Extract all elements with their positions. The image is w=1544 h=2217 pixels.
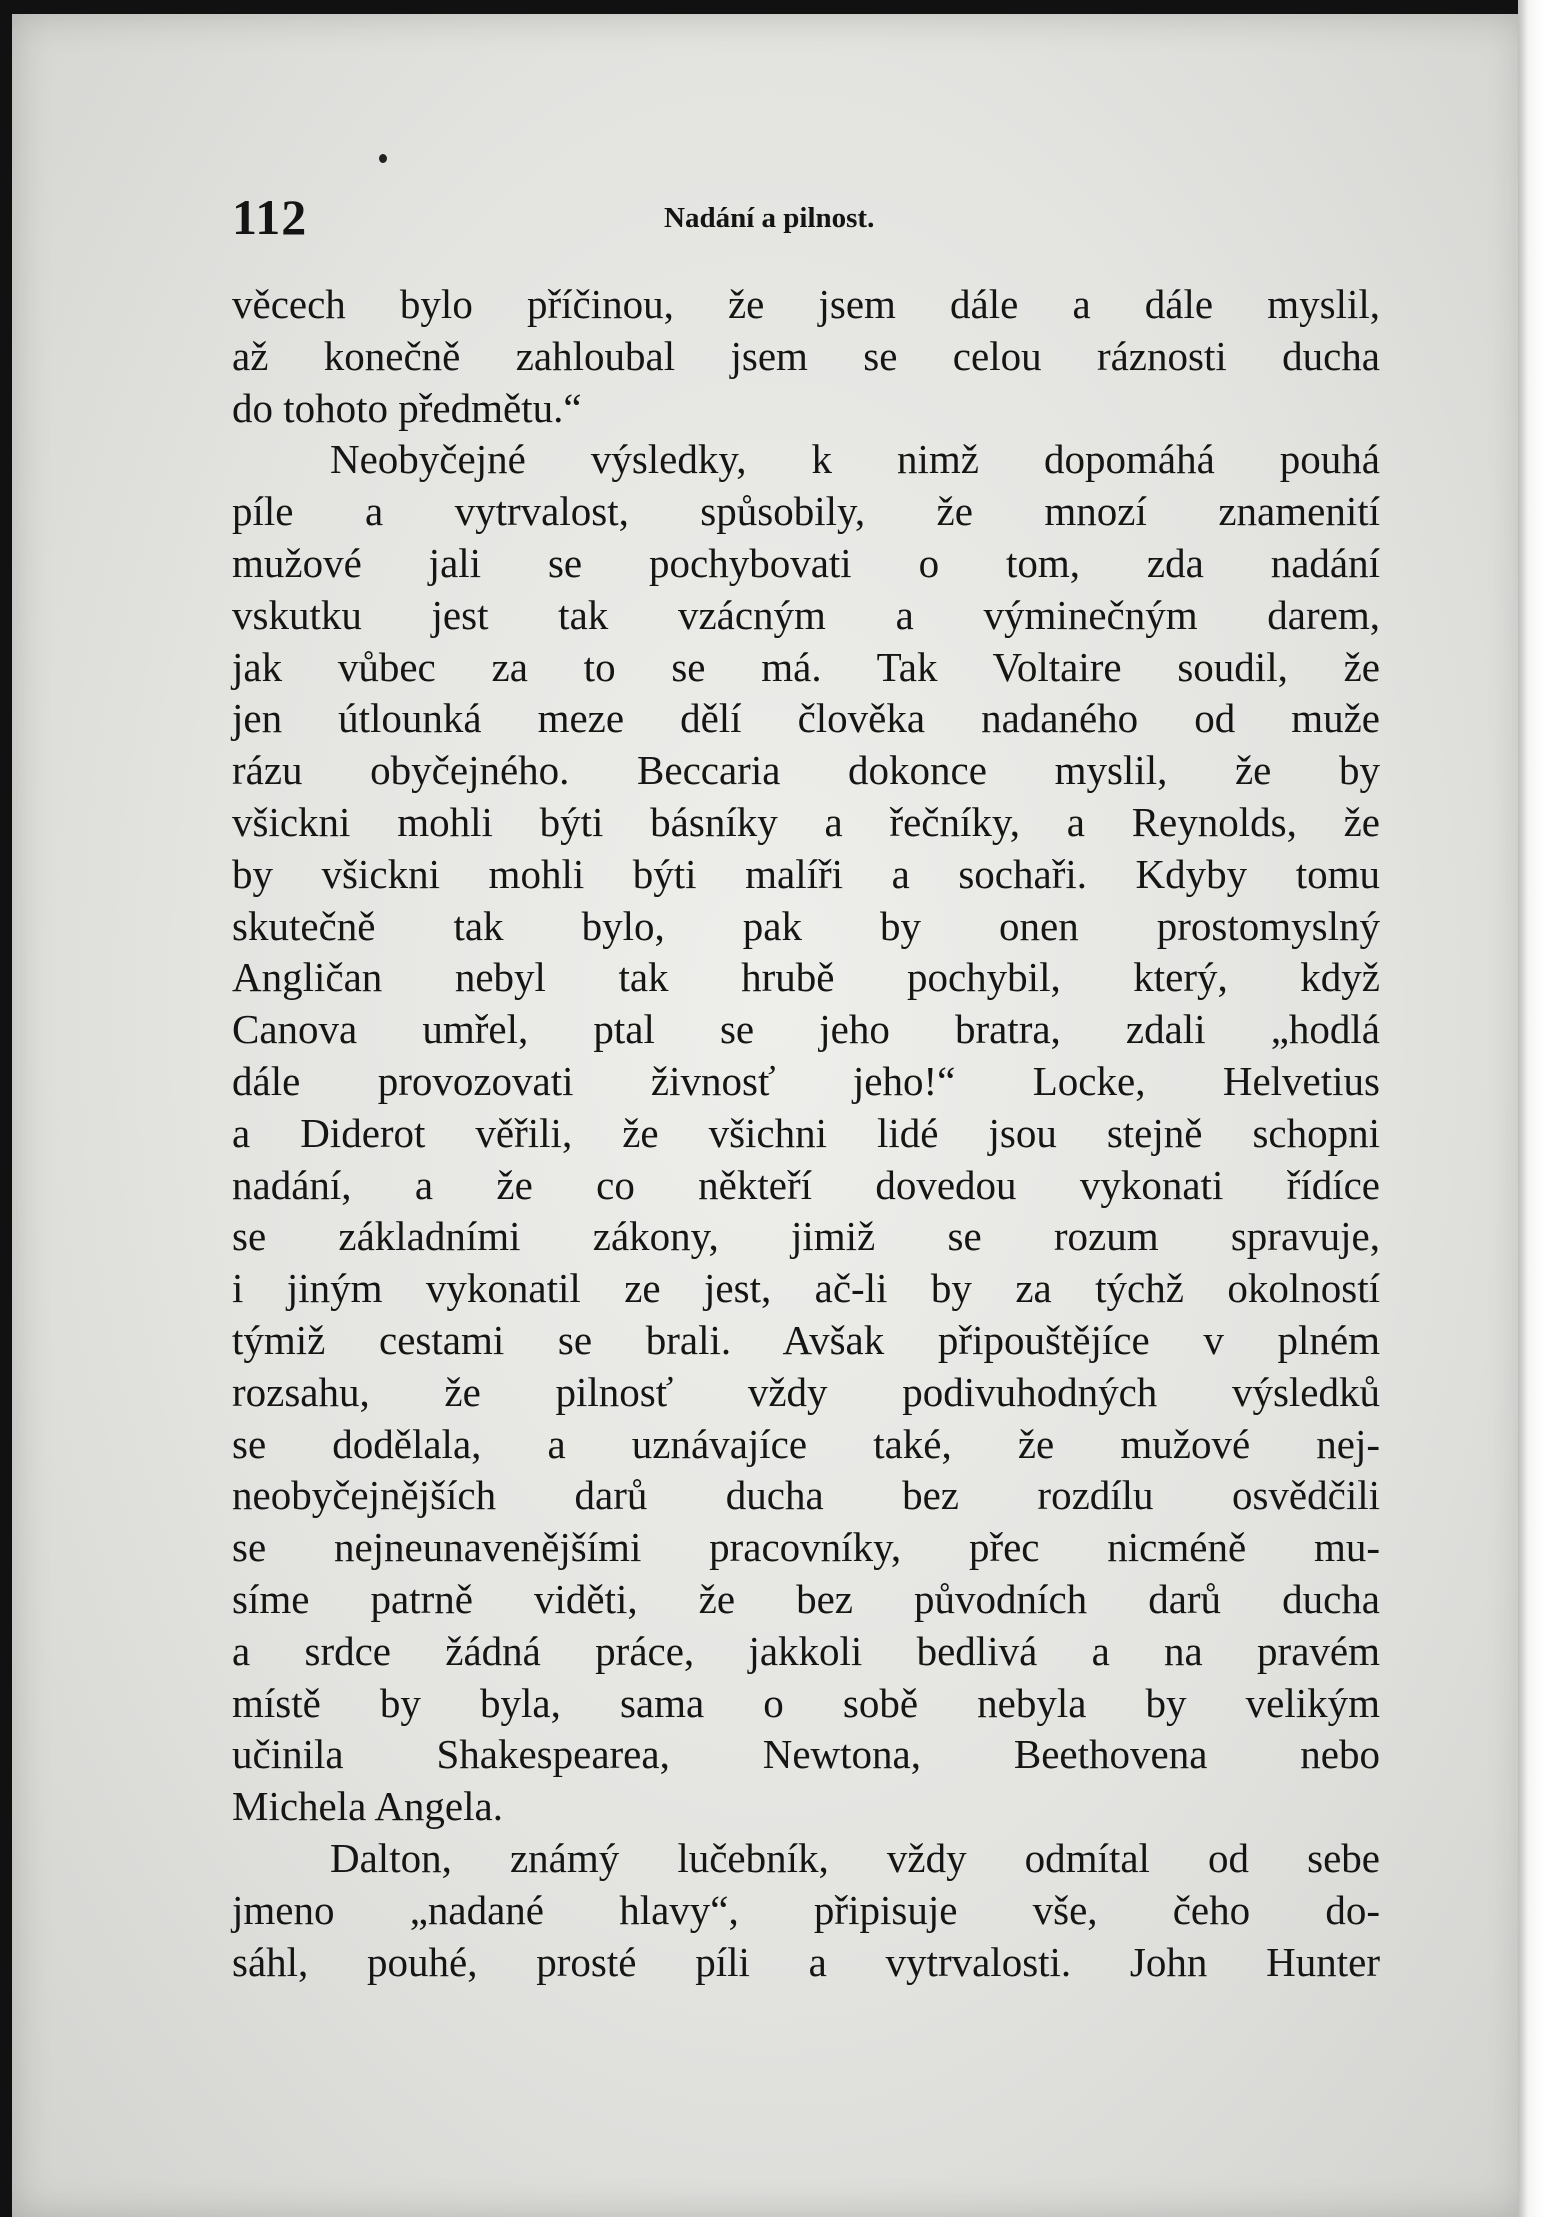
- text-line: se dodělala, a uznávajíce také, že mužové nej-: [232, 1420, 1380, 1467]
- text-line: skutečně tak bylo, pak by onen prostomyslný: [232, 902, 1380, 949]
- text-line: píle a vytrvalost, spůsobily, že mnozí znamenití: [232, 488, 1380, 535]
- ink-speck: [379, 154, 387, 163]
- page-header: [232, 188, 1382, 248]
- text-line: dále provozovati živnosť jeho!“ Locke, Helvetius: [232, 1057, 1380, 1104]
- text-line: a Diderot věřili, že všichni lidé jsou stejně schopni: [232, 1109, 1380, 1156]
- text-line: a srdce žádná práce, jakkoli bedlivá a na pravém: [232, 1627, 1380, 1674]
- running-title: Nadání a pilnost.: [664, 202, 875, 234]
- text-line: se nejneunavenějšími pracovníky, přec nicméně mu-: [232, 1524, 1380, 1571]
- text-line: Dalton, známý lučebník, vždy odmítal od sebe: [330, 1834, 1380, 1881]
- text-line: jen útlounká meze dělí člověka nadaného od muže: [232, 695, 1380, 742]
- page-edge: [1518, 0, 1544, 2217]
- text-line: učinila Shakespearea, Newtona, Beethovena nebo: [232, 1731, 1380, 1778]
- text-line: i jiným vykonatil ze jest, ač-li by za týchž okolností: [232, 1265, 1380, 1312]
- page-number: 112: [232, 189, 308, 245]
- text-line: nadání, a že co někteří dovedou vykonati řídíce: [232, 1161, 1380, 1208]
- text-line: všickni mohli býti básníky a řečníky, a Reynolds, že: [232, 798, 1380, 845]
- text-line: Neobyčejné výsledky, k nimž dopomáhá pouhá: [330, 436, 1380, 483]
- text-line: týmiž cestami se brali. Avšak připouštějíce v plném: [232, 1316, 1380, 1363]
- text-line: místě by byla, sama o sobě nebyla by velikým: [232, 1679, 1380, 1726]
- body-text: [232, 279, 1380, 1988]
- text-line: až konečně zahloubal jsem se celou ráznosti ducha: [232, 332, 1380, 379]
- text-line: věcech bylo příčinou, že jsem dále a dále myslil,: [232, 281, 1380, 327]
- text-line: jak vůbec za to se má. Tak Voltaire soudil, že: [232, 643, 1380, 690]
- text-line: mužové jali se pochybovati o tom, zda nadání: [232, 539, 1380, 586]
- text-line: vskutku jest tak vzácným a výminečným darem,: [232, 591, 1380, 638]
- text-line: Angličan nebyl tak hrubě pochybil, který, když: [232, 954, 1380, 1001]
- text-line: Canova umřel, ptal se jeho bratra, zdali „hodlá: [232, 1006, 1380, 1053]
- text-line: neobyčejnějších darů ducha bez rozdílu osvědčili: [232, 1472, 1380, 1519]
- text-line: rozsahu, že pilnosť vždy podivuhodných výsledků: [232, 1368, 1380, 1415]
- text-line: se základními zákony, jimiž se rozum spravuje,: [232, 1213, 1380, 1260]
- text-line: jmeno „nadané hlavy“, připisuje vše, čeho do-: [232, 1886, 1380, 1933]
- text-line: síme patrně viděti, že bez původních darů ducha: [232, 1575, 1380, 1622]
- text-line: Michela Angela.: [232, 1783, 503, 1830]
- text-line: by všickni mohli býti malíři a sochaři. Kdyby tomu: [232, 850, 1380, 897]
- text-line: sáhl, pouhé, prosté píli a vytrvalosti. John Hunter: [232, 1938, 1380, 1985]
- text-line: do tohoto předmětu.“: [232, 384, 582, 431]
- text-line: rázu obyčejného. Beccaria dokonce myslil, že by: [232, 747, 1380, 794]
